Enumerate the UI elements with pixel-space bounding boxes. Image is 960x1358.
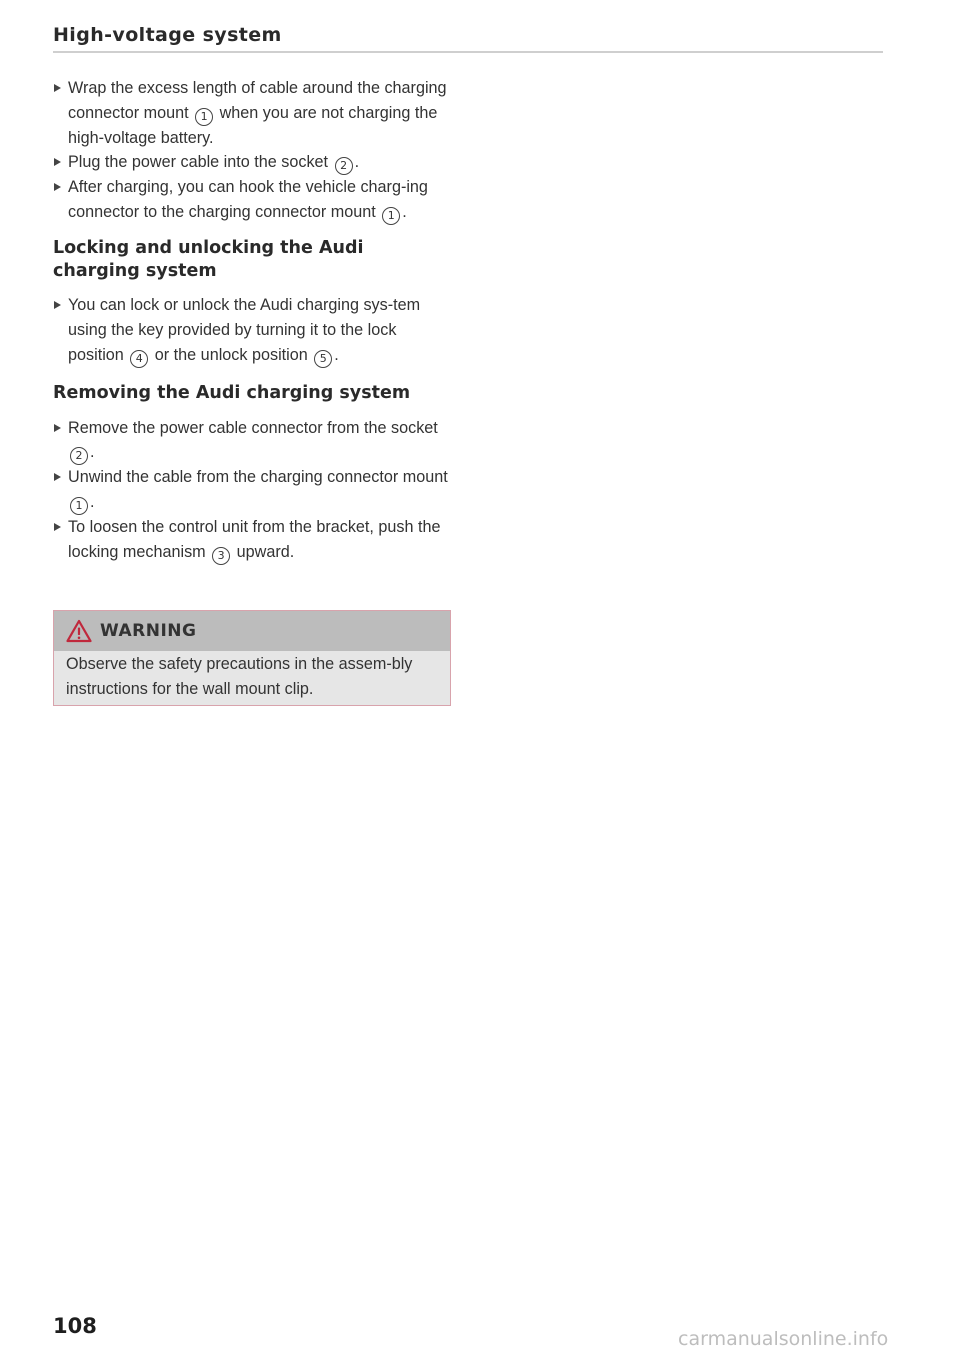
callout-number-4: 4 (130, 350, 148, 368)
section-heading-locking: Locking and unlocking the Audi charging system (53, 238, 364, 282)
bullet-item: Wrap the excess length of cable around the charging connector mount 1 when you are not charging the high-voltage battery. (53, 76, 453, 150)
warning-triangle-icon (66, 619, 92, 643)
bullet-item: To loosen the control unit from the bracket, push the locking mechanism 3 upward. (53, 515, 453, 565)
header-divider (53, 51, 883, 53)
bullet-item: You can lock or unlock the Audi charging sys-tem using the key provided by turning it to the lock position 4 or the unlock position 5 . (53, 293, 453, 367)
callout-number-1: 1 (382, 207, 400, 225)
bullet-item: Unwind the cable from the charging connector mount 1 . (53, 465, 453, 515)
bullet-triangle-icon (54, 424, 61, 432)
warning-box (53, 610, 451, 706)
callout-number-1: 1 (70, 497, 88, 515)
section-heading-removing: Removing the Audi charging system (53, 382, 411, 403)
warning-header (54, 611, 450, 651)
callout-number-5: 5 (314, 350, 332, 368)
bullet-triangle-icon (54, 84, 61, 92)
watermark: carmanualsonline.info (678, 1328, 889, 1350)
bullet-item: After charging, you can hook the vehicle charg-ing connector to the charging connector mount 1 . (53, 175, 453, 225)
warning-text: Observe the safety precautions in the assem-bly instructions for the wall mount clip. (54, 651, 450, 705)
bullet-triangle-icon (54, 523, 61, 531)
warning-title: WARNING (100, 621, 197, 641)
bullet-triangle-icon (54, 183, 61, 191)
page-number: 108 (53, 1314, 97, 1338)
page-header-title: High-voltage system (53, 24, 282, 46)
bullet-triangle-icon (54, 473, 61, 481)
bullet-triangle-icon (54, 158, 61, 166)
bullet-item: Plug the power cable into the socket 2 . (53, 150, 453, 175)
callout-number-2: 2 (335, 157, 353, 175)
callout-number-2: 2 (70, 447, 88, 465)
callout-number-1: 1 (195, 108, 213, 126)
bullet-item: Remove the power cable connector from the socket 2 . (53, 416, 453, 466)
callout-number-3: 3 (212, 547, 230, 565)
bullet-triangle-icon (54, 301, 61, 309)
content-column (53, 76, 453, 565)
